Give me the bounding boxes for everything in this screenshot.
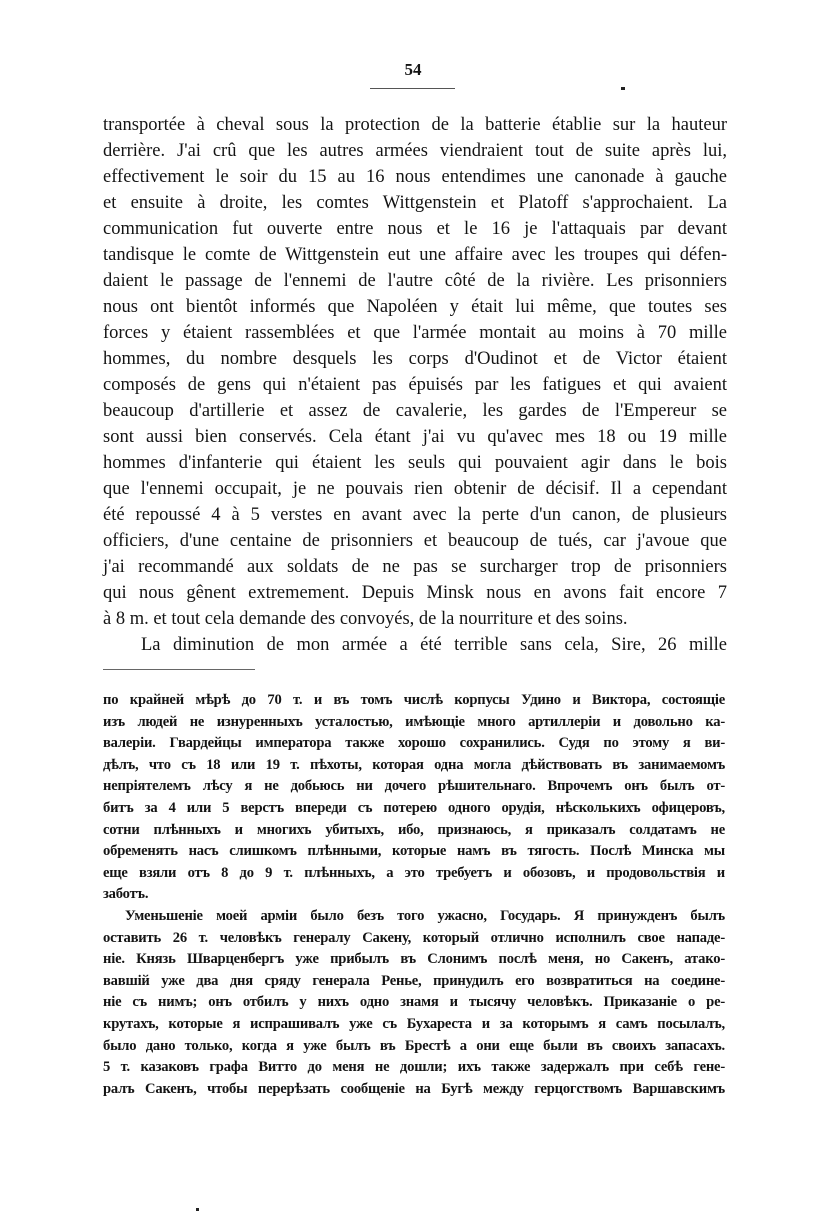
text-line: nous ont bientôt informés que Napoléen y était lui même, que toutes ses xyxy=(103,297,727,317)
text-line: communication fut ouverte entre nous et le 16 je l'attaquais par devant xyxy=(103,219,727,239)
print-speck xyxy=(196,1208,199,1211)
footnote-line: вавшій уже два дня сряду генерала Ренье, принудилъ его возвратиться на соедине- xyxy=(103,972,725,989)
text-line: tandisque le comte de Wittgenstein eut une affaire avec les troupes qui défen- xyxy=(103,245,727,265)
footnote-line: дѣлъ, что съ 18 или 19 т. пѣхоты, которая одна могла дѣйствовать въ занимаемомъ xyxy=(103,756,725,773)
text-line: qui nous gênent extremement. Depuis Minsk nous en avons fait encore 7 xyxy=(103,583,727,603)
footnote-line: непріятелемъ лѣсу я не добьюсь ни дочего рѣшительнаго. Впрочемъ онъ былъ от- xyxy=(103,778,725,795)
footnote-line: ніе съ нимъ; онъ отбилъ у нихъ одно знамя и тысячу человѣкъ. Приказаніе о ре- xyxy=(103,994,725,1011)
footnote-line: было дано только, когда я уже былъ въ Брестѣ а они еще были въ своихъ запасахъ. xyxy=(103,1037,725,1054)
text-line: hommes, du nombre desquels les corps d'Oudinot et de Victor étaient xyxy=(103,349,727,369)
footnote-line: ніе. Князь Шварценбергъ уже прибылъ въ Слонимъ послѣ меня, но Сакенъ, атако- xyxy=(103,951,725,968)
footnote-line: изъ людей не изнуренныхъ усталостью, имѣющіе много артиллеріи и довольно ка- xyxy=(103,713,725,730)
text-line: La diminution de mon armée a été terrible sans cela, Sire, 26 mille xyxy=(141,635,727,655)
text-line: forces y étaient rassemblées et que l'armée montait au moins à 70 mille xyxy=(103,323,727,343)
text-line: sont aussi bien conservés. Cela étant j'ai vu qu'avec mes 18 ou 19 mille xyxy=(103,427,727,447)
footnote-line: оставить 26 т. человѣкъ генералу Сакену, который отлично исполнилъ свое нападе- xyxy=(103,929,725,946)
footnote-line: 5 т. казаковъ графа Витто до меня не дошли; ихъ также задержалъ при себѣ гене- xyxy=(103,1059,725,1076)
text-line: et ensuite à droite, les comtes Wittgenstein et Platoff s'approchaient. La xyxy=(103,193,727,213)
text-line: effectivement le soir du 15 au 16 nous entendimes une canonade à gauche xyxy=(103,167,727,187)
text-line: à 8 m. et tout cela demande des convoyés, de la nourriture et des soins. xyxy=(103,609,628,629)
text-line: daient le passage de l'ennemi de l'autre côté de la rivière. Les prisonniers xyxy=(103,271,727,291)
text-line: transportée à cheval sous la protection de la batterie établie sur la hauteur xyxy=(103,115,727,135)
footnote-line: заботъ. xyxy=(103,886,149,903)
text-line: composés de gens qui n'étaient pas épuisés par les fatigues et qui avaient xyxy=(103,375,727,395)
footnote-line: еще взяли отъ 8 до 9 т. плѣнныхъ, а это требуетъ и обозовъ, и продовольствія и xyxy=(103,864,725,881)
footnote-line: крутахъ, которые я испрашивалъ уже съ Бухареста и за которымъ я самъ посылалъ, xyxy=(103,1015,725,1032)
text-line: j'ai recommandé aux soldats de ne pas se surcharger trop de prisonniers xyxy=(103,557,727,577)
text-line: derrière. J'ai crû que les autres armées viendraient tout de suite après lui, xyxy=(103,141,727,161)
footnote-translation xyxy=(103,690,725,1100)
footnote-rule xyxy=(103,669,255,670)
footnote-line: сотни плѣнныхъ и многихъ убитыхъ, ибо, признаюсь, я приказалъ солдатамъ не xyxy=(103,821,725,838)
footnote-line: обременять насъ слишкомъ плѣнными, которые намъ въ тягость. Послѣ Минска мы xyxy=(103,843,725,860)
text-line: que l'ennemi occupait, je ne pouvais rien obtenir de décisif. Il a cependant xyxy=(103,479,727,499)
text-line: officiers, d'une centaine de prisonniers et beaucoup de tués, car j'avoue que xyxy=(103,531,727,551)
footnote-line: битъ за 4 или 5 верстъ впереди съ потерею одного орудія, нѣсколькихъ офицеровъ, xyxy=(103,799,725,816)
page-number: 54 xyxy=(404,60,422,79)
main-text xyxy=(103,112,727,658)
footnote-line: Уменьшеніе моей арміи было безъ того ужасно, Государь. Я принужденъ былъ xyxy=(125,907,725,924)
footnote-line: валеріи. Гвардейцы императора также хорошо сохранились. Судя по этому я ви- xyxy=(103,735,725,752)
text-line: été repoussé 4 à 5 verstes en avant avec la perte d'un canon, de plusieurs xyxy=(103,505,727,525)
page-number-rule xyxy=(370,88,455,89)
text-line: hommes d'infanterie qui étaient les seuls qui pouvaient agir dans le bois xyxy=(103,453,727,473)
print-speck xyxy=(621,87,625,90)
text-line: beaucoup d'artillerie et assez de cavalerie, les gardes de l'Empereur se xyxy=(103,401,727,421)
footnote-line: ралъ Сакенъ, чтобы перерѣзать сообщеніе на Бугѣ между герцогствомъ Варшавскимъ xyxy=(103,1080,725,1097)
footnote-line: по крайней мѣрѣ до 70 т. и въ томъ числѣ корпусы Удино и Виктора, состоящіе xyxy=(103,692,725,708)
